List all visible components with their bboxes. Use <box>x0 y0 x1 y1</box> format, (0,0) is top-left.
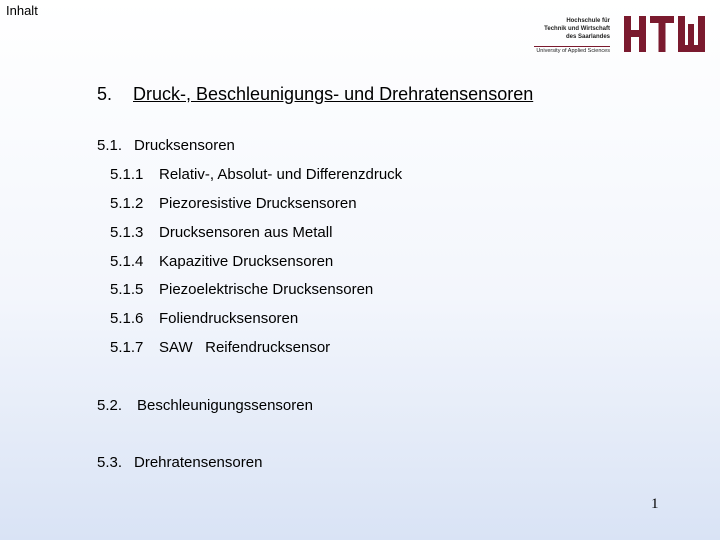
toc-item-5-1-6 <box>110 310 298 328</box>
toc-number: 5.1.7 <box>110 339 144 356</box>
page-number: 1 <box>651 496 659 512</box>
toc-section-5-3 <box>97 454 262 472</box>
toc-number: 5.2. <box>97 397 123 414</box>
toc-text: SAW Reifendrucksensor <box>159 339 331 356</box>
toc-number: 5.1.1 <box>110 166 144 183</box>
toc-section-5-1 <box>97 137 235 155</box>
toc-number: 5.3. <box>97 454 123 471</box>
toc-number: 5.1.5 <box>110 281 144 298</box>
toc-section-5-2 <box>97 397 313 415</box>
toc-text: Piezoelektrische Drucksensoren <box>159 281 374 298</box>
logo-line-1: Hochschule für <box>566 18 610 24</box>
toc-item-5-1-4 <box>110 253 333 271</box>
toc-text: Drucksensoren aus Metall <box>159 224 333 241</box>
logo-subline: University of Applied Sciences <box>536 48 610 54</box>
toc-text: Drucksensoren <box>134 137 235 154</box>
logo-line-3: des Saarlandes <box>565 34 610 40</box>
toc-number: 5.1.2 <box>110 195 144 212</box>
title-text: Druck-, Beschleunigungs- und Drehratensensoren <box>133 84 534 104</box>
toc-text: Foliendrucksensoren <box>159 310 299 327</box>
toc-text: Kapazitive Drucksensoren <box>159 253 334 270</box>
toc-item-5-1-1 <box>110 166 402 184</box>
toc-item-5-1-5 <box>110 281 373 299</box>
htw-logo-mark-icon <box>624 16 706 52</box>
university-logo <box>534 14 706 56</box>
logo-line-2: Technik und Wirtschaft <box>544 26 610 32</box>
toc-number: 5.1.4 <box>110 253 144 270</box>
toc-number: 5.1.6 <box>110 310 144 327</box>
slide-title <box>97 83 533 105</box>
title-number: 5. <box>97 84 113 104</box>
toc-text: Relativ-, Absolut- und Differenzdruck <box>159 166 403 183</box>
logo-wordmark <box>534 17 610 41</box>
slide-section-label: Inhalt <box>6 3 38 18</box>
toc-number: 5.1.3 <box>110 224 144 241</box>
toc-text: Drehratensensoren <box>134 454 263 471</box>
toc-item-5-1-7 <box>110 339 330 357</box>
toc-item-5-1-2 <box>110 195 357 213</box>
toc-text: Piezoresistive Drucksensoren <box>159 195 357 212</box>
toc-text: Beschleunigungssensoren <box>137 397 313 414</box>
toc-number: 5.1. <box>97 137 123 154</box>
toc-item-5-1-3 <box>110 224 332 242</box>
